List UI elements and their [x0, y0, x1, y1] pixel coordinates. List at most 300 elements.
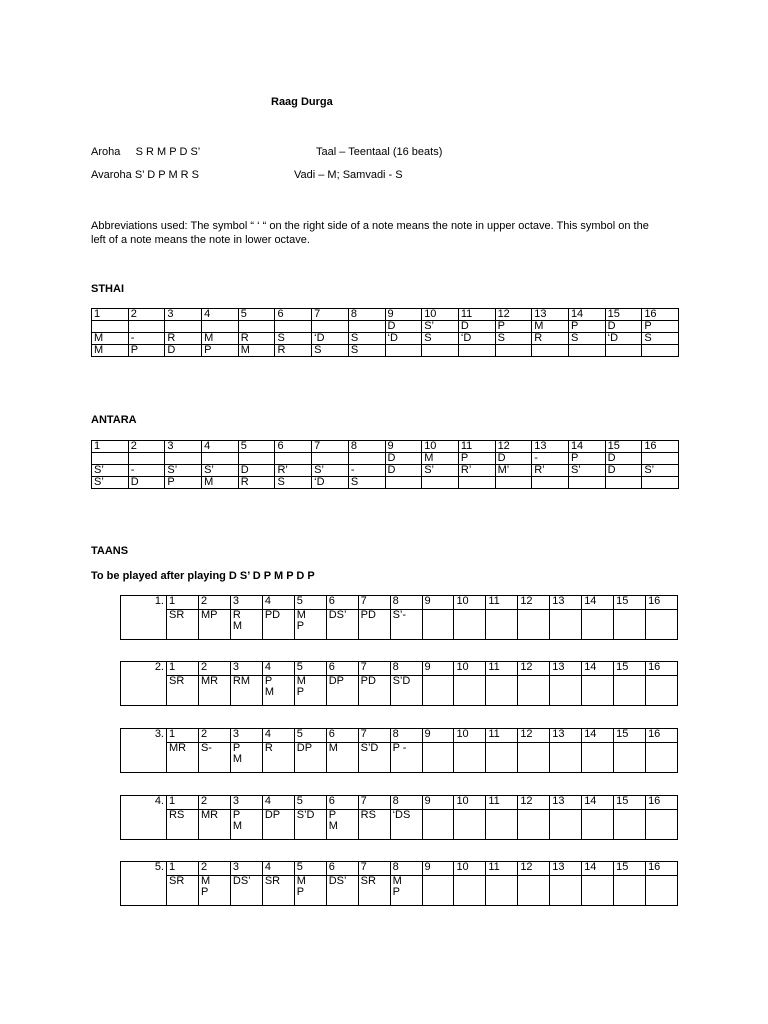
antara-heading: ANTARA	[91, 414, 137, 426]
taan-beat-cell: 6	[326, 662, 358, 676]
sthai-cell	[165, 321, 202, 333]
taan-note-cell	[646, 876, 678, 906]
antara-cell: 16	[642, 441, 679, 453]
taan-note-cell	[422, 743, 454, 773]
taan-note-cell	[582, 676, 614, 706]
taan-note-cell: RS	[167, 810, 199, 840]
antara-cell	[495, 477, 532, 489]
antara-cell: ‘D	[312, 477, 349, 489]
antara-cell	[642, 453, 679, 465]
antara-cell	[385, 477, 422, 489]
taan-note-cell: SR	[358, 876, 390, 906]
sthai-cell	[312, 321, 349, 333]
taan-beat-cell: 6	[326, 862, 358, 876]
sthai-cell: P	[642, 321, 679, 333]
sthai-cell	[128, 321, 165, 333]
sthai-cell	[642, 345, 679, 357]
sthai-cell	[348, 321, 385, 333]
taan-beat-cell: 15	[614, 596, 646, 610]
taan-note-cell: DP	[326, 676, 358, 706]
taan-table	[120, 795, 678, 840]
sthai-cell: -	[128, 333, 165, 345]
taan-beat-cell: 16	[646, 729, 678, 743]
antara-cell	[275, 453, 312, 465]
sthai-cell: M	[202, 333, 239, 345]
sthai-cell: 11	[458, 309, 495, 321]
taan-note-cell: M P	[390, 876, 422, 906]
taan-note-cell: DS’	[326, 876, 358, 906]
antara-cell	[532, 477, 569, 489]
taan-note-cell: P -	[390, 743, 422, 773]
antara-cell: 8	[348, 441, 385, 453]
taal-line: Taal – Teentaal (16 beats)	[316, 146, 443, 158]
taan-beat-cell: 16	[646, 596, 678, 610]
taan-note-cell: M	[326, 743, 358, 773]
taan-note-cell	[614, 810, 646, 840]
taan-note-cell: M P	[294, 876, 326, 906]
taan-beat-cell: 3	[230, 796, 262, 810]
taan-note-cell: SR	[167, 676, 199, 706]
taan-beat-cell: 5	[294, 596, 326, 610]
page-title: Raag Durga	[271, 96, 333, 108]
sthai-cell: S	[275, 333, 312, 345]
taan-number: 2.	[121, 662, 167, 706]
taan-note-cell	[454, 876, 486, 906]
taan-beat-cell: 6	[326, 729, 358, 743]
taan-note-cell	[614, 743, 646, 773]
taan-beat-cell: 4	[262, 596, 294, 610]
sthai-cell: 6	[275, 309, 312, 321]
antara-cell: P	[165, 477, 202, 489]
taan-beat-cell: 7	[358, 662, 390, 676]
taan-beat-cell: 7	[358, 862, 390, 876]
sthai-cell: 2	[128, 309, 165, 321]
taans-heading: TAANS	[91, 545, 129, 557]
sthai-cell	[532, 345, 569, 357]
taan-note-cell: S’D	[294, 810, 326, 840]
taan-note-cell: SR	[262, 876, 294, 906]
antara-cell: 14	[568, 441, 605, 453]
taan-note-cell	[422, 810, 454, 840]
sthai-cell: 1	[92, 309, 129, 321]
taan-note-cell	[486, 743, 518, 773]
taan-beat-cell: 9	[422, 862, 454, 876]
taan-number: 1.	[121, 596, 167, 640]
taan-beat-cell: 12	[518, 862, 550, 876]
antara-cell: D	[495, 453, 532, 465]
taan-beat-cell: 13	[550, 662, 582, 676]
sthai-cell: P	[202, 345, 239, 357]
taan-note-cell	[582, 876, 614, 906]
antara-cell: D	[605, 465, 642, 477]
sthai-cell: 8	[348, 309, 385, 321]
taan-beat-cell: 5	[294, 862, 326, 876]
sthai-cell: S	[642, 333, 679, 345]
taan-beat-cell: 8	[390, 862, 422, 876]
taan-note-cell: M P	[198, 876, 230, 906]
taan-beat-cell: 16	[646, 662, 678, 676]
taan-note-cell	[518, 676, 550, 706]
taan-note-cell: P M	[230, 810, 262, 840]
sthai-cell: M	[238, 345, 275, 357]
taan-note-cell: S’D	[390, 676, 422, 706]
antara-row	[92, 441, 679, 453]
antara-cell: S’	[92, 477, 129, 489]
taan-beat-cell: 16	[646, 862, 678, 876]
taan-note-cell: MR	[198, 676, 230, 706]
sthai-table	[91, 308, 679, 357]
sthai-cell: ‘D	[605, 333, 642, 345]
antara-cell: -	[348, 465, 385, 477]
antara-cell: S’	[165, 465, 202, 477]
sthai-cell: 14	[568, 309, 605, 321]
sthai-cell	[92, 321, 129, 333]
taan-beat-cell: 4	[262, 862, 294, 876]
taan-note-cell: P M	[262, 676, 294, 706]
sthai-cell: M	[532, 321, 569, 333]
taan-beat-cell: 3	[230, 729, 262, 743]
taan-note-cell: MR	[167, 743, 199, 773]
sthai-cell: D	[458, 321, 495, 333]
antara-cell	[458, 477, 495, 489]
sthai-row	[92, 333, 679, 345]
taan-beat-cell: 3	[230, 596, 262, 610]
taan-beat-cell: 11	[486, 796, 518, 810]
taan-beat-cell: 1	[167, 862, 199, 876]
taan-note-cell	[550, 610, 582, 640]
antara-cell: S’	[642, 465, 679, 477]
taan-note-cell: DP	[294, 743, 326, 773]
taan-note-cell	[454, 610, 486, 640]
taan-table	[120, 661, 678, 706]
abbreviations-line-2: left of a note means the note in lower octave.	[91, 234, 310, 246]
antara-cell: D	[605, 453, 642, 465]
sthai-heading: STHAI	[91, 283, 124, 295]
avaroha-line: Avaroha S’ D P M R S	[91, 169, 200, 181]
taan-beat-cell: 15	[614, 862, 646, 876]
sthai-cell: 4	[202, 309, 239, 321]
antara-cell: D	[238, 465, 275, 477]
taan-note-cell	[550, 743, 582, 773]
taan-beat-cell: 13	[550, 596, 582, 610]
antara-cell: R	[238, 477, 275, 489]
sthai-cell: S	[312, 345, 349, 357]
antara-cell	[568, 477, 605, 489]
antara-cell: D	[385, 453, 422, 465]
taan-beat-cell: 9	[422, 729, 454, 743]
antara-cell: R’	[532, 465, 569, 477]
taan-beat-cell: 14	[582, 796, 614, 810]
antara-cell: S	[348, 477, 385, 489]
sthai-row	[92, 345, 679, 357]
sthai-cell	[275, 321, 312, 333]
taan-beat-cell: 1	[167, 662, 199, 676]
taan-note-cell	[550, 876, 582, 906]
sthai-cell	[458, 345, 495, 357]
sthai-cell: 12	[495, 309, 532, 321]
sthai-cell: M	[92, 345, 129, 357]
sthai-cell: D	[385, 321, 422, 333]
sthai-cell	[202, 321, 239, 333]
antara-cell: 12	[495, 441, 532, 453]
taan-note-cell	[582, 610, 614, 640]
antara-row	[92, 477, 679, 489]
taan-note-cell	[646, 743, 678, 773]
sthai-cell: D	[605, 321, 642, 333]
antara-cell	[92, 453, 129, 465]
taan-note-cell	[454, 743, 486, 773]
vadi-line: Vadi – M; Samvadi - S	[294, 169, 403, 181]
sthai-cell: 7	[312, 309, 349, 321]
taan-beat-cell: 10	[454, 862, 486, 876]
taan-note-cell: RS	[358, 810, 390, 840]
taan-note-cell	[614, 876, 646, 906]
taan-beat-cell: 12	[518, 729, 550, 743]
sthai-cell: 9	[385, 309, 422, 321]
antara-cell: 1	[92, 441, 129, 453]
taan-beat-cell: 3	[230, 662, 262, 676]
taan-beat-cell: 9	[422, 596, 454, 610]
taan-note-cell	[486, 876, 518, 906]
taan-beat-cell: 10	[454, 596, 486, 610]
antara-row	[92, 453, 679, 465]
taan-beat-cell: 4	[262, 729, 294, 743]
antara-cell: 7	[312, 441, 349, 453]
antara-cell	[348, 453, 385, 465]
taan-beat-cell: 5	[294, 796, 326, 810]
taan-note-cell	[582, 810, 614, 840]
taan-note-cell	[454, 676, 486, 706]
sthai-cell: 15	[605, 309, 642, 321]
taan-number: 3.	[121, 729, 167, 773]
antara-cell	[128, 453, 165, 465]
antara-cell	[238, 453, 275, 465]
antara-cell	[312, 453, 349, 465]
sthai-cell: S	[422, 333, 459, 345]
taan-beat-cell: 7	[358, 796, 390, 810]
antara-cell: 3	[165, 441, 202, 453]
taan-note-cell	[486, 676, 518, 706]
taan-beat-cell: 11	[486, 729, 518, 743]
taan-beat-cell: 5	[294, 729, 326, 743]
taan-beat-cell: 4	[262, 796, 294, 810]
antara-cell: 2	[128, 441, 165, 453]
sthai-cell: P	[495, 321, 532, 333]
sthai-cell: 13	[532, 309, 569, 321]
sthai-cell	[385, 345, 422, 357]
sthai-cell	[238, 321, 275, 333]
taan-beat-cell: 2	[198, 662, 230, 676]
sthai-cell: ‘D	[458, 333, 495, 345]
aroha-line: Aroha S R M P D S’	[91, 146, 201, 158]
antara-row	[92, 465, 679, 477]
taan-note-cell	[646, 676, 678, 706]
antara-cell: 5	[238, 441, 275, 453]
antara-cell: S	[275, 477, 312, 489]
sthai-cell	[605, 345, 642, 357]
taan-beat-cell: 2	[198, 796, 230, 810]
antara-cell: P	[568, 453, 605, 465]
taan-note-cell	[518, 876, 550, 906]
taan-note-cell: S’-	[390, 610, 422, 640]
sthai-cell: R	[165, 333, 202, 345]
antara-cell: 4	[202, 441, 239, 453]
taan-note-cell: SR	[167, 876, 199, 906]
taan-table	[120, 595, 678, 640]
sthai-cell: S’	[422, 321, 459, 333]
sthai-cell: ‘D	[385, 333, 422, 345]
taan-note-cell	[422, 876, 454, 906]
taan-beat-cell: 8	[390, 596, 422, 610]
antara-cell: S’	[568, 465, 605, 477]
taan-note-cell	[646, 610, 678, 640]
sthai-cell: R	[275, 345, 312, 357]
antara-cell: R’	[275, 465, 312, 477]
taan-note-cell	[454, 810, 486, 840]
taan-beat-cell: 12	[518, 596, 550, 610]
taan-beat-cell: 14	[582, 862, 614, 876]
taan-number: 4.	[121, 796, 167, 840]
antara-cell: 9	[385, 441, 422, 453]
taan-table	[120, 728, 678, 773]
antara-cell: D	[128, 477, 165, 489]
sthai-cell	[422, 345, 459, 357]
antara-cell: M’	[495, 465, 532, 477]
antara-cell: M	[422, 453, 459, 465]
taan-beat-cell: 15	[614, 729, 646, 743]
taan-note-cell	[614, 676, 646, 706]
taan-beat-cell: 2	[198, 729, 230, 743]
taan-note-cell	[422, 676, 454, 706]
taan-note-cell	[646, 810, 678, 840]
taan-note-cell	[518, 743, 550, 773]
taan-beat-cell: 10	[454, 662, 486, 676]
taan-beat-cell: 8	[390, 729, 422, 743]
antara-cell: 6	[275, 441, 312, 453]
sthai-cell: P	[128, 345, 165, 357]
taan-beat-row	[121, 796, 678, 810]
taan-note-cell	[550, 810, 582, 840]
taan-beat-cell: 13	[550, 729, 582, 743]
abbreviations-line-1: Abbreviations used: The symbol “ ‘ “ on the right side of a note means the note in upper octave. This symbol on the	[91, 220, 649, 232]
sthai-row	[92, 309, 679, 321]
antara-cell: M	[202, 477, 239, 489]
taan-beat-cell: 1	[167, 796, 199, 810]
taan-note-cell: SR	[167, 610, 199, 640]
sthai-cell: S	[495, 333, 532, 345]
taan-beat-row	[121, 596, 678, 610]
taan-note-cell	[422, 610, 454, 640]
antara-cell: S’	[312, 465, 349, 477]
antara-cell	[642, 477, 679, 489]
taan-note-cell	[614, 610, 646, 640]
antara-cell: S’	[202, 465, 239, 477]
sthai-cell: 3	[165, 309, 202, 321]
taan-beat-cell: 5	[294, 662, 326, 676]
taan-beat-cell: 15	[614, 796, 646, 810]
taan-beat-cell: 14	[582, 596, 614, 610]
sthai-cell: D	[165, 345, 202, 357]
taan-note-cell: PD	[358, 676, 390, 706]
taan-number: 5.	[121, 862, 167, 906]
antara-cell	[202, 453, 239, 465]
antara-cell: -	[128, 465, 165, 477]
taan-beat-cell: 15	[614, 662, 646, 676]
taan-beat-cell: 8	[390, 662, 422, 676]
taan-beat-cell: 7	[358, 596, 390, 610]
taan-note-cell: R	[262, 743, 294, 773]
taan-note-cell: P M	[326, 810, 358, 840]
sthai-cell	[495, 345, 532, 357]
taan-beat-cell: 11	[486, 662, 518, 676]
taan-note-cell: PD	[358, 610, 390, 640]
antara-cell: 10	[422, 441, 459, 453]
taan-note-cell	[550, 676, 582, 706]
taan-note-cell: S’D	[358, 743, 390, 773]
taan-beat-cell: 3	[230, 862, 262, 876]
antara-cell: R’	[458, 465, 495, 477]
taan-note-cell: S-	[198, 743, 230, 773]
taan-beat-cell: 2	[198, 596, 230, 610]
taan-beat-cell: 11	[486, 596, 518, 610]
antara-cell: D	[385, 465, 422, 477]
taan-note-cell: RM	[230, 676, 262, 706]
taan-note-cell: DS’	[326, 610, 358, 640]
taan-beat-cell: 8	[390, 796, 422, 810]
sthai-cell: S	[348, 345, 385, 357]
antara-cell: P	[458, 453, 495, 465]
taan-note-cell: DS’	[230, 876, 262, 906]
sthai-row	[92, 321, 679, 333]
taan-note-cell: M P	[294, 610, 326, 640]
antara-cell: 13	[532, 441, 569, 453]
taan-beat-cell: 14	[582, 729, 614, 743]
taan-note-cell	[582, 743, 614, 773]
taan-note-cell: PD	[262, 610, 294, 640]
sthai-cell	[568, 345, 605, 357]
taan-beat-cell: 1	[167, 729, 199, 743]
taan-beat-cell: 6	[326, 596, 358, 610]
taan-notes-row	[121, 743, 678, 773]
taan-table	[120, 861, 678, 906]
sthai-cell: 5	[238, 309, 275, 321]
taan-notes-row	[121, 810, 678, 840]
sthai-cell: R	[532, 333, 569, 345]
taan-note-cell: M P	[294, 676, 326, 706]
sthai-cell: ‘D	[312, 333, 349, 345]
antara-cell: -	[532, 453, 569, 465]
taan-beat-cell: 4	[262, 662, 294, 676]
sthai-cell: R	[238, 333, 275, 345]
taan-beat-cell: 9	[422, 662, 454, 676]
taan-beat-cell: 9	[422, 796, 454, 810]
taan-notes-row	[121, 876, 678, 906]
sthai-cell: P	[568, 321, 605, 333]
antara-cell	[422, 477, 459, 489]
taan-note-cell: DP	[262, 810, 294, 840]
taan-note-cell: MP	[198, 610, 230, 640]
taan-beat-cell: 13	[550, 796, 582, 810]
taan-note-cell: P M	[230, 743, 262, 773]
taan-beat-cell: 12	[518, 796, 550, 810]
taan-beat-cell: 7	[358, 729, 390, 743]
taan-notes-row	[121, 676, 678, 706]
taan-beat-row	[121, 862, 678, 876]
taan-beat-cell: 1	[167, 596, 199, 610]
taan-beat-cell: 12	[518, 662, 550, 676]
taan-note-cell: R M	[230, 610, 262, 640]
antara-table	[91, 440, 679, 489]
